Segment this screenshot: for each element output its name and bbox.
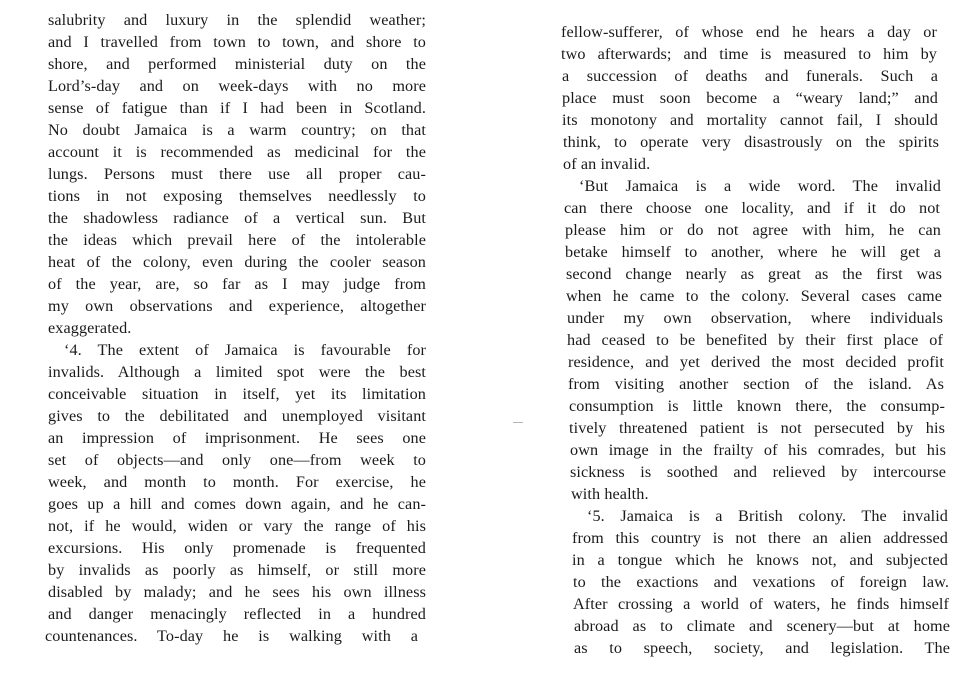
paragraph-end-line: exaggerated. [48,319,132,337]
paragraph-start-line: ‘4. The extent of Jamaica is favourable for [64,341,426,359]
text-line: disabled by malady; and he sees his own illness [48,583,426,601]
text-line: under my own observation, where individuals [567,309,943,327]
text-line: heat of the colony, even during the cooler season [48,253,426,271]
text-line: the ideas which prevail here of the intolerable [48,231,426,249]
paragraph-end-line: with health. [571,485,649,503]
text-line: in a tongue which he knows not, and subjected [572,551,948,569]
text-line: Lord’s-day and on week-days with no more [48,77,426,95]
text-line: excursions. His only promenade is frequented [48,539,426,557]
text-line: consumption is little known there, the consump- [569,397,945,415]
text-line: sense of fatigue than if I had been in Scotland. [48,99,426,117]
text-line: lungs. Persons must there use all proper cau- [48,165,426,183]
text-line: my own observations and experience, altogether [48,297,426,315]
paragraph-end-line: of an invalid. [563,155,651,173]
text-line: as to speech, society, and legislation. The [574,639,950,657]
text-line: salubrity and luxury in the splendid weather; [48,11,426,29]
text-line: think, to operate very disastrously on the spirits [563,133,939,151]
text-line: had ceased to be benefited by their first place of [567,331,943,349]
text-line: a succession of deaths and funerals. Such a [562,67,938,85]
text-line: invalids. Although a limited spot were the best [48,363,426,381]
text-line: conceivable situation in itself, yet its limitation [48,385,426,403]
text-line: not, if he would, widen or vary the range of his [48,517,426,535]
text-line: No doubt Jamaica is a warm country; on that [48,121,426,139]
text-line: an impression of imprisonment. He sees one [48,429,426,447]
right-page [490,0,980,682]
text-line: place must soon become a “weary land;” and [562,89,938,107]
text-line: gives to the debilitated and unemployed visitant [48,407,426,425]
text-line: fellow-sufferer, of whose end he hears a day or [561,23,937,41]
text-line: set of objects—and only one—from week to [48,451,426,469]
text-line: abroad as to climate and scenery—but at home [574,617,950,635]
text-line: from this country is not there an alien addressed [572,529,948,547]
text-line: and I travelled from town to town, and shore to [48,33,426,51]
text-line: when he came to the colony. Several cases came [566,287,942,305]
text-line: countenances. To-day he is walking with a [45,627,418,645]
text-line: week, and month to month. For exercise, he [48,473,426,491]
text-line: and danger menacingly reflected in a hundred [48,605,426,623]
paragraph-start-line: ‘5. Jamaica is a British colony. The invalid [587,507,948,525]
text-line: two afterwards; and time is measured to him by [561,45,937,63]
text-line: tions in not exposing themselves needlessly to [48,187,426,205]
text-line: betake himself to another, where he will get a [565,243,941,261]
text-line: tively threatened patient is not persecuted by his [569,419,945,437]
text-line: account it is recommended as medicinal for the [48,143,426,161]
text-line: can there choose one locality, and if it do not [564,199,940,217]
text-line: to the exactions and vexations of foreign law. [573,573,949,591]
paragraph-start-line: ‘But Jamaica is a wide word. The invalid [579,177,941,195]
text-line: from visiting another section of the island. As [568,375,944,393]
text-line: own image in the frailty of his comrades, but his [570,441,946,459]
text-line: please him or do not agree with him, he can [565,221,941,239]
text-line: by invalids as poorly as himself, or still more [48,561,426,579]
text-line: residence, and yet derived the most decided profit [568,353,944,371]
text-line: the shadowless radiance of a vertical sun. But [48,209,426,227]
text-line: its monotony and mortality cannot fail, I should [562,111,938,129]
text-line: goes up a hill and comes down again, and he can- [48,495,426,513]
text-line: After crossing a world of waters, he finds himself [573,595,949,613]
text-line: shore, and performed ministerial duty on the [48,55,426,73]
text-line: second change nearly as great as the first was [566,265,942,283]
text-line: of the year, are, so far as I may judge from [48,275,426,293]
text-line: sickness is soothed and relieved by intercourse [570,463,946,481]
